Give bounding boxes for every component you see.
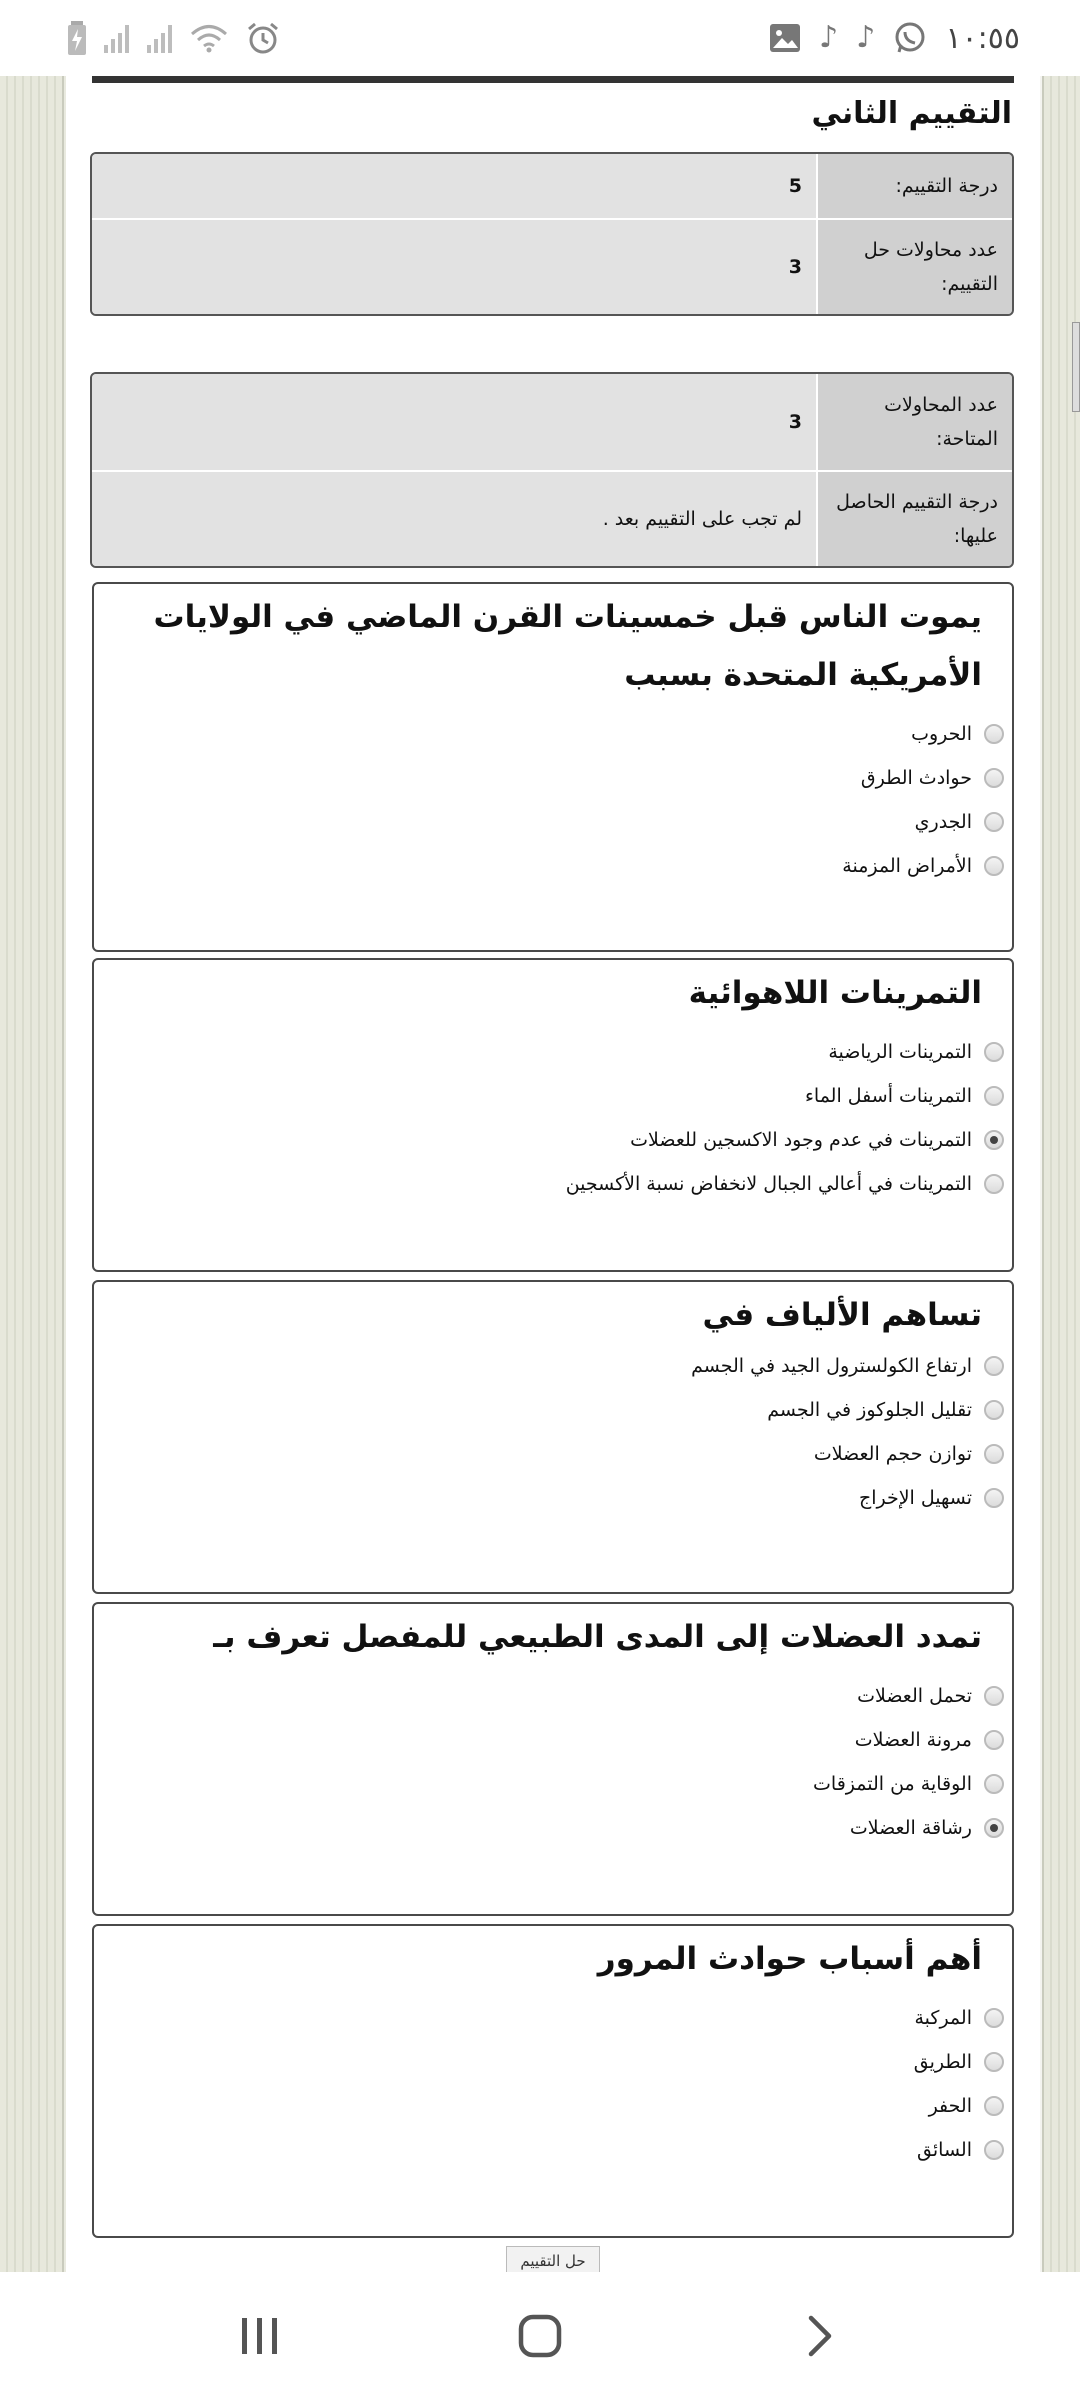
option-label: الأمراض المزمنة (842, 855, 972, 877)
radio-button-selected[interactable] (984, 1130, 1004, 1150)
attempts-summary-table (90, 372, 1014, 568)
option-label: الحفر (928, 2095, 972, 2117)
answer-option[interactable] (94, 1476, 1012, 1520)
answer-option[interactable] (94, 1762, 1012, 1806)
status-time: ١٠:٥٥ (945, 20, 1020, 56)
option-label: توازن حجم العضلات (813, 1443, 972, 1465)
back-button[interactable] (760, 2296, 880, 2376)
answer-option[interactable] (94, 800, 1012, 844)
tiktok-icon: ♪ (856, 20, 876, 55)
option-label: المركبة (914, 2007, 972, 2029)
grade-value: 5 (92, 154, 816, 218)
option-label: ارتفاع الكولسترول الجيد في الجسم (691, 1355, 972, 1377)
available-attempts-value: 3 (92, 374, 816, 470)
answer-option[interactable] (94, 712, 1012, 756)
recents-icon (238, 2316, 282, 2356)
question-card (92, 1602, 1014, 1916)
header-divider (92, 76, 1014, 83)
question-text: تساهم الألياف في (702, 1297, 982, 1333)
answer-option[interactable] (94, 2040, 1012, 2084)
radio-button[interactable] (984, 1356, 1004, 1376)
option-label: التمرينات في أعالي الجبال لانخفاض نسبة الأكسجين (565, 1173, 972, 1195)
answer-option[interactable] (94, 2084, 1012, 2128)
tiktok-icon: ♪ (819, 20, 839, 55)
option-label: تسهيل الإخراج (858, 1487, 972, 1509)
answer-options (94, 1344, 1012, 1520)
radio-button[interactable] (984, 1042, 1004, 1062)
radio-button[interactable] (984, 856, 1004, 876)
grade-summary-table (90, 152, 1014, 316)
assessment-content (66, 76, 1040, 2272)
question-card (92, 1280, 1014, 1594)
navigation-bar (0, 2272, 1080, 2400)
answer-option[interactable] (94, 1806, 1012, 1850)
radio-button[interactable] (984, 1174, 1004, 1194)
table-row (92, 154, 1012, 218)
question-card (92, 582, 1014, 952)
answer-option[interactable] (94, 1674, 1012, 1718)
radio-button[interactable] (984, 1686, 1004, 1706)
option-label: الجدري (914, 811, 972, 833)
question-card (92, 1924, 1014, 2238)
status-left (68, 21, 280, 55)
option-label: الوقاية من التمزقات (813, 1773, 972, 1795)
radio-button[interactable] (984, 1444, 1004, 1464)
question-text: التمرينات اللاهوائية (688, 975, 982, 1011)
answer-option[interactable] (94, 844, 1012, 888)
answer-option[interactable] (94, 1118, 1012, 1162)
available-attempts-label: عدد المحاولات المتاحة: (816, 374, 1012, 470)
answer-option[interactable] (94, 1996, 1012, 2040)
section-title: التقييم الثاني (811, 96, 1012, 131)
radio-button[interactable] (984, 1730, 1004, 1750)
answer-option[interactable] (94, 756, 1012, 800)
answer-options (94, 1022, 1012, 1206)
signal-icon (104, 23, 129, 53)
battery-charging-icon (68, 21, 86, 55)
question-text: تمدد العضلات إلى المدى الطبيعي للمفصل تعرف بـ (213, 1619, 982, 1655)
question-card (92, 958, 1014, 1272)
answer-option[interactable] (94, 1388, 1012, 1432)
whatsapp-icon (893, 21, 927, 55)
option-label: التمرينات الرياضية (828, 1041, 972, 1063)
radio-button[interactable] (984, 2008, 1004, 2028)
table-row (92, 374, 1012, 470)
option-label: حوادث الطرق (860, 767, 972, 789)
submit-assessment-button[interactable]: حل التقييم (506, 2246, 600, 2272)
radio-button[interactable] (984, 1086, 1004, 1106)
option-label: تقليل الجلوكوز في الجسم (767, 1399, 972, 1421)
table-row (92, 470, 1012, 566)
signal-icon (147, 23, 172, 53)
radio-button[interactable] (984, 724, 1004, 744)
answer-option[interactable] (94, 1432, 1012, 1476)
radio-button[interactable] (984, 1488, 1004, 1508)
radio-button[interactable] (984, 2140, 1004, 2160)
home-icon (517, 2313, 563, 2359)
radio-button[interactable] (984, 812, 1004, 832)
recents-button[interactable] (200, 2296, 320, 2376)
obtained-grade-label: درجة التقييم الحاصل عليها: (816, 472, 1012, 566)
alarm-icon (246, 21, 280, 55)
answer-options (94, 1666, 1012, 1850)
radio-button[interactable] (984, 768, 1004, 788)
question-text: أهم أسباب حوادث المرور (597, 1941, 982, 1977)
answer-option[interactable] (94, 1162, 1012, 1206)
option-label: التمرينات أسفل الماء (804, 1085, 972, 1107)
option-label: مرونة العضلات (854, 1729, 972, 1751)
option-label: التمرينات في عدم وجود الاكسجين للعضلات (630, 1129, 972, 1151)
browser-page (0, 76, 1080, 2272)
radio-button[interactable] (984, 2052, 1004, 2072)
radio-button[interactable] (984, 2096, 1004, 2116)
radio-button[interactable] (984, 1774, 1004, 1794)
answer-option[interactable] (94, 1074, 1012, 1118)
radio-button[interactable] (984, 1400, 1004, 1420)
option-label: تحمل العضلات (857, 1685, 972, 1707)
grade-label: درجة التقييم: (816, 154, 1012, 218)
page-background-left (0, 76, 64, 2272)
obtained-grade-value: لم تجب على التقييم بعد . (92, 472, 816, 566)
option-label: الحروب (911, 723, 972, 745)
gallery-icon (769, 23, 801, 53)
attempts-count-value: 3 (92, 220, 816, 314)
table-row (92, 218, 1012, 314)
side-tab (1072, 322, 1080, 412)
home-button[interactable] (480, 2296, 600, 2376)
answer-option[interactable] (94, 1344, 1012, 1388)
answer-option[interactable] (94, 1030, 1012, 1074)
option-label: الطريق (913, 2051, 972, 2073)
answer-options (94, 704, 1012, 888)
back-icon (805, 2314, 835, 2358)
status-right (769, 21, 1020, 56)
answer-option[interactable] (94, 2128, 1012, 2172)
answer-option[interactable] (94, 1718, 1012, 1762)
status-bar (0, 0, 1080, 76)
option-label: السائق (917, 2139, 972, 2161)
option-label: رشاقة العضلات (849, 1817, 972, 1839)
wifi-icon (190, 23, 228, 53)
attempts-count-label: عدد محاولات حل التقييم: (816, 220, 1012, 314)
radio-button-selected[interactable] (984, 1818, 1004, 1838)
answer-options (94, 1988, 1012, 2172)
question-text: يموت الناس قبل خمسينات القرن الماضي في الولايات الأمريكية المتحدة بسبب (153, 599, 982, 693)
